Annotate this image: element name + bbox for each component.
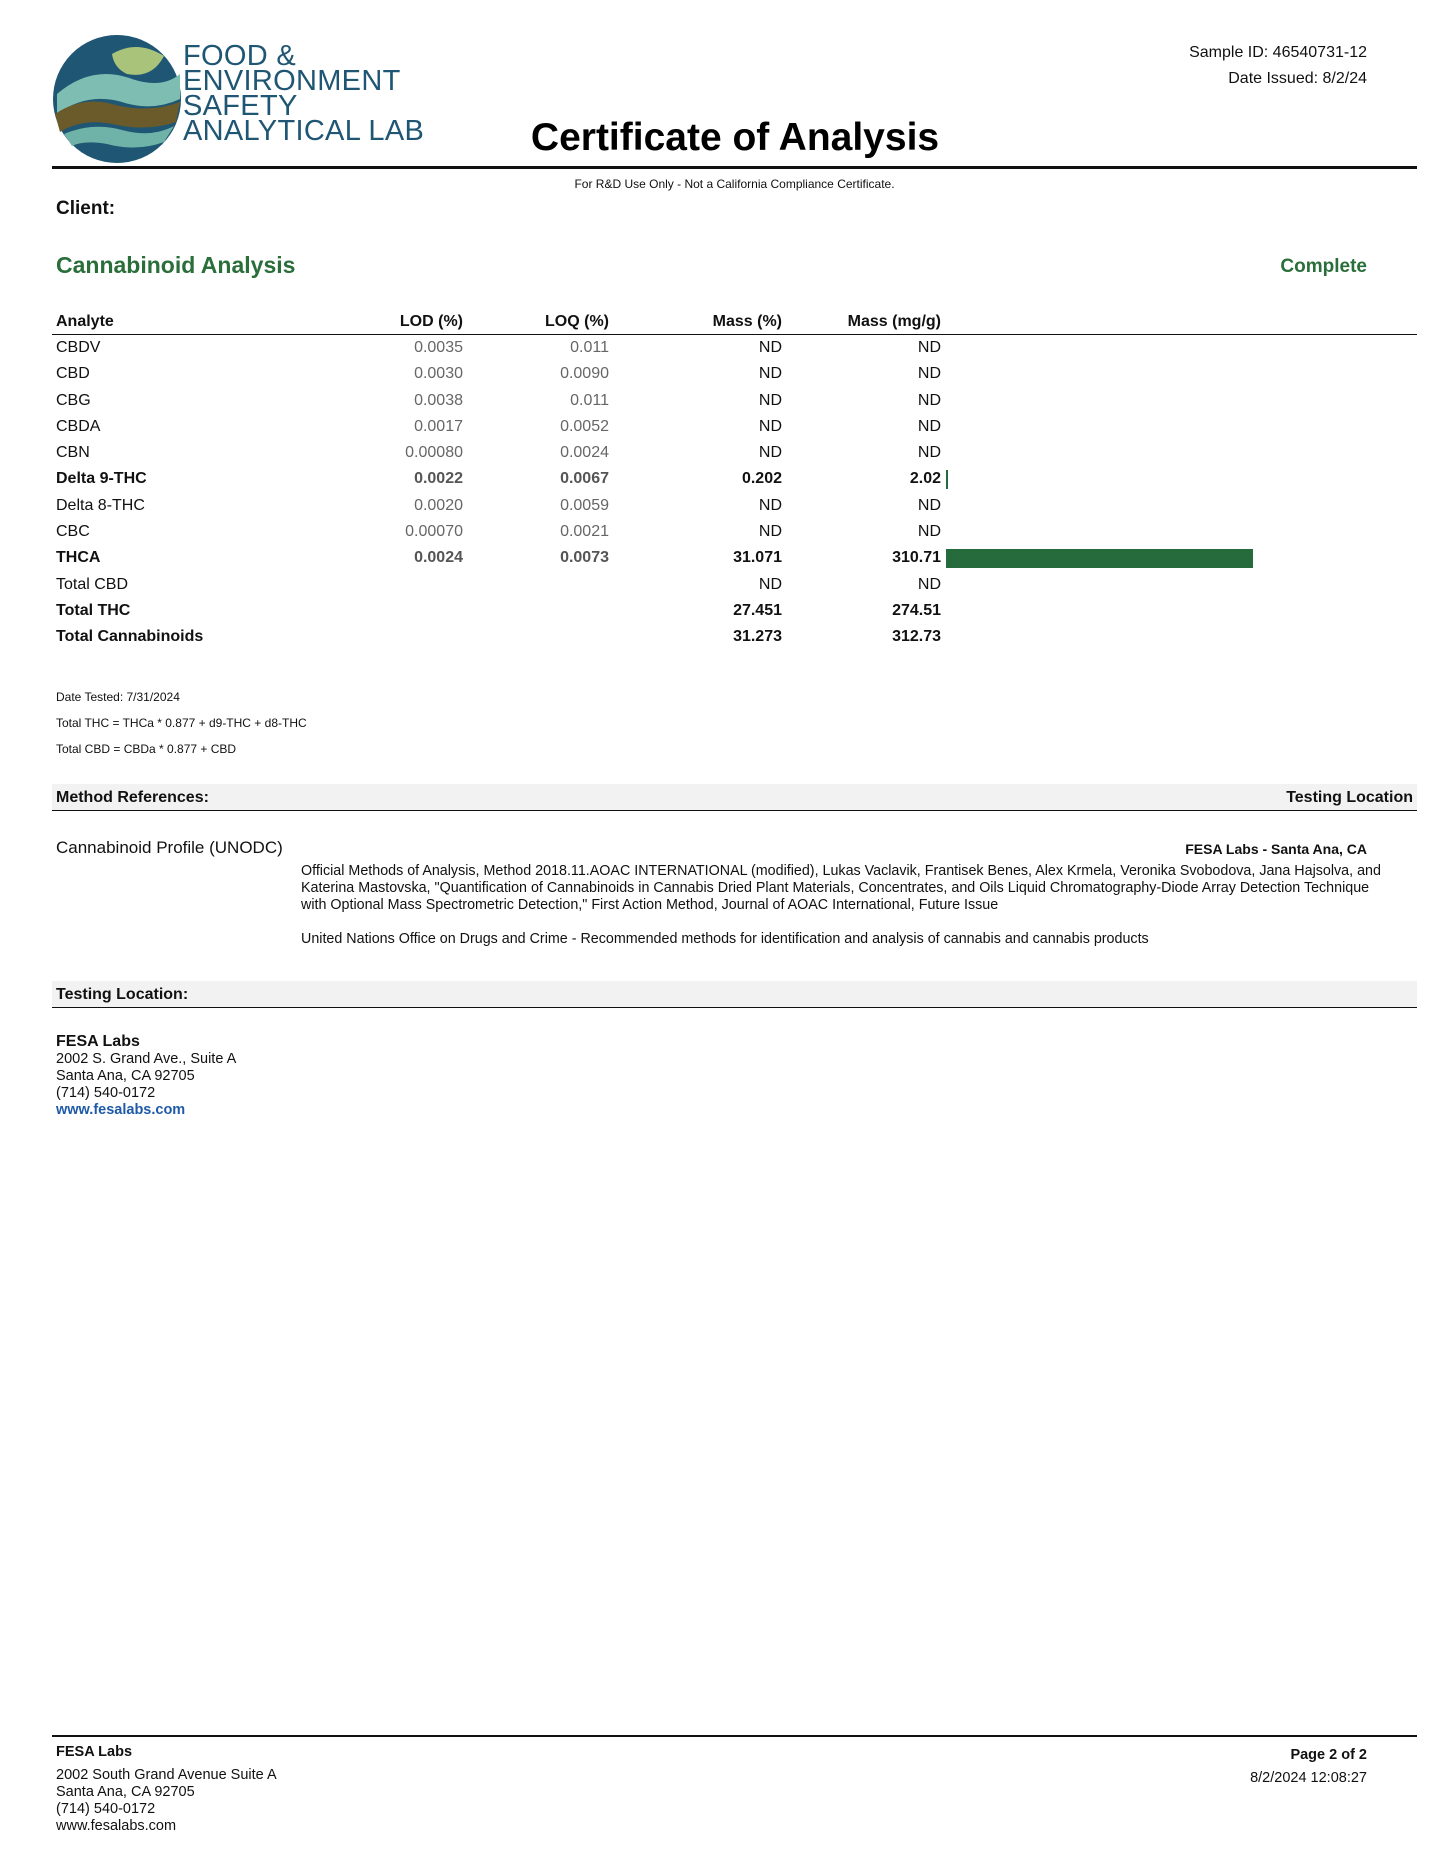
footer-lab-name: FESA Labs [56,1744,133,1760]
table-row [52,624,1417,650]
table-header [52,309,1417,335]
footer-divider [52,1735,1417,1737]
note-total-cbd: Total CBD = CBDa * 0.877 + CBD [56,742,237,756]
method-name: Cannabinoid Profile (UNODC) [56,838,283,857]
mass-mg-cell: ND [917,391,941,409]
lod-cell: 0.0035 [414,339,463,356]
note-date-tested: Date Tested: 7/31/2024 [56,690,180,704]
analysis-notes [56,684,307,762]
mass-pct-cell: ND [758,339,782,356]
method-description-unodc: United Nations Office on Drugs and Crime - Recommended methods for identification and analysis of cannabis and cannabis products [301,931,1149,947]
loq-cell: 0.011 [570,391,609,409]
col-analyte: Analyte [56,313,114,330]
logo-line: ANALYTICAL LAB [183,115,425,147]
logo-line: FOOD & [183,40,296,72]
disclaimer: For R&D Use Only - Not a California Compliance Certificate. [574,177,895,191]
testing-location-title: Testing Location: [56,986,189,1003]
lod-cell: 0.0020 [414,496,463,514]
table-row [52,466,1417,492]
page-number: Page 2 of 2 [1290,1747,1367,1763]
table-row [52,414,1417,440]
client-label: Client: [56,198,116,219]
analyte-cell: Total Cannabinoids [56,628,204,646]
footer-phone: (714) 540-0172 [56,1801,156,1817]
website-link[interactable]: www.fesalabs.com [56,1102,186,1118]
method-description: Official Methods of Analysis, Method 2018.11.AOAC INTERNATIONAL (modified), Lukas Vaclavik, Frantisek Benes, Alex Krmela, Veronika Svobodova, Jana Hajsolva, and Katerina Mastovska, "Quantification of Cannabinoids in Cannabis Dried Plant Materials, Concentrates, and Oils Liquid Chromatography-Diode Array Detection Technique with Optional Mass Spectrometric Detection," First Action Method, Journal of AOAC International, Future Issue [301,863,1381,913]
lod-cell: 0.0017 [414,417,463,435]
loq-cell: 0.0024 [560,444,609,462]
mass-pct-cell: 31.273 [733,628,782,646]
footer-address-1: 2002 South Grand Avenue Suite A [56,1767,277,1783]
address-line-1: 2002 S. Grand Ave., Suite A [56,1051,237,1067]
col-lod: LOD (%) [399,313,463,330]
analyte-cell: CBDV [56,339,101,356]
header-divider [52,166,1417,169]
table-row [52,388,1417,414]
date-issued: Date Issued: 8/2/24 [1228,70,1367,87]
analyte-cell: CBG [56,391,91,409]
analyte-cell: Delta 8-THC [56,496,145,514]
footer-page-info [1250,1744,1367,1790]
print-timestamp: 8/2/2024 12:08:27 [1250,1770,1367,1786]
analyte-cell: THCA [56,549,101,567]
mass-pct-cell: ND [758,444,782,462]
col-mass-mg: Mass (mg/g) [847,313,941,330]
analyte-cell: CBDA [56,417,101,435]
table-row [52,493,1417,519]
mass-pct-cell: 0.202 [741,470,782,488]
lod-cell: 0.00080 [405,444,463,462]
mass-pct-cell: ND [758,391,782,409]
note-total-thc: Total THC = THCa * 0.877 + d9-THC + d8-THC [56,716,307,730]
sample-id: Sample ID: 46540731-12 [1189,44,1367,61]
lab-name: FESA Labs [56,1033,140,1050]
lod-cell: 0.0024 [414,549,463,567]
mass-mg-cell: 310.71 [892,549,941,567]
method-location: FESA Labs - Santa Ana, CA [1185,841,1367,857]
table-row [52,545,1417,571]
table-row [52,572,1417,598]
lod-cell: 0.00070 [405,523,463,541]
testing-location-header [52,981,1417,1008]
mass-mg-cell: 2.02 [909,470,941,488]
lod-cell: 0.0022 [414,470,463,488]
analyte-cell: CBD [56,365,90,383]
mass-bar [946,470,948,489]
loq-cell: 0.0052 [560,417,609,435]
lod-cell: 0.0038 [414,391,463,409]
mass-mg-cell: ND [917,339,941,356]
mass-pct-cell: 31.071 [733,549,782,567]
page-title: Certificate of Analysis [530,116,940,159]
status-badge: Complete [1280,256,1367,277]
cannabinoid-table [52,309,1417,651]
table-row [52,335,1417,361]
address-line-2: Santa Ana, CA 92705 [56,1068,195,1084]
mass-mg-cell: ND [917,575,941,593]
loq-cell: 0.0073 [560,549,609,567]
loq-cell: 0.0059 [560,496,609,514]
lod-cell: 0.0030 [414,365,463,383]
analyte-cell: Total CBD [56,575,129,593]
table-row [52,440,1417,466]
mass-pct-cell: ND [758,417,782,435]
mass-pct-cell: ND [758,523,782,541]
mass-mg-cell: 274.51 [892,601,941,619]
mass-mg-cell: ND [917,365,941,383]
table-body [52,335,1417,651]
mass-bar [946,549,1253,568]
col-mass-pct: Mass (%) [712,313,782,330]
footer-address [56,1744,277,1835]
logo-line: SAFETY [183,90,298,122]
mass-mg-cell: 312.73 [892,628,941,646]
loq-cell: 0.0067 [560,470,609,488]
mass-mg-cell: ND [917,523,941,541]
testing-location-label: Testing Location [1286,789,1413,806]
mass-mg-cell: ND [917,496,941,514]
footer-website: www.fesalabs.com [56,1818,177,1834]
analyte-cell: CBC [56,523,90,541]
footer-address-2: Santa Ana, CA 92705 [56,1784,195,1800]
sample-meta [1189,40,1367,92]
phone: (714) 540-0172 [56,1085,156,1101]
mass-pct-cell: ND [758,496,782,514]
mass-mg-cell: ND [917,444,941,462]
testing-location-address [56,1032,236,1119]
mass-pct-cell: ND [758,575,782,593]
analyte-cell: CBN [56,444,90,462]
loq-cell: 0.011 [570,339,609,356]
section-title: Cannabinoid Analysis [56,252,296,278]
table-row [52,519,1417,545]
mass-pct-cell: 27.451 [733,601,782,619]
analyte-cell: Delta 9-THC [56,470,147,488]
mass-pct-cell: ND [758,365,782,383]
method-references-header [52,784,1417,811]
analyte-cell: Total THC [56,601,131,619]
table-row [52,598,1417,624]
loq-cell: 0.0021 [560,523,609,541]
loq-cell: 0.0090 [560,365,609,383]
mass-mg-cell: ND [917,417,941,435]
logo-wordmark [183,40,425,147]
method-references-label: Method References: [56,789,209,806]
col-loq: LOQ (%) [545,313,609,330]
table-row [52,361,1417,387]
logo-line: ENVIRONMENT [183,65,401,97]
